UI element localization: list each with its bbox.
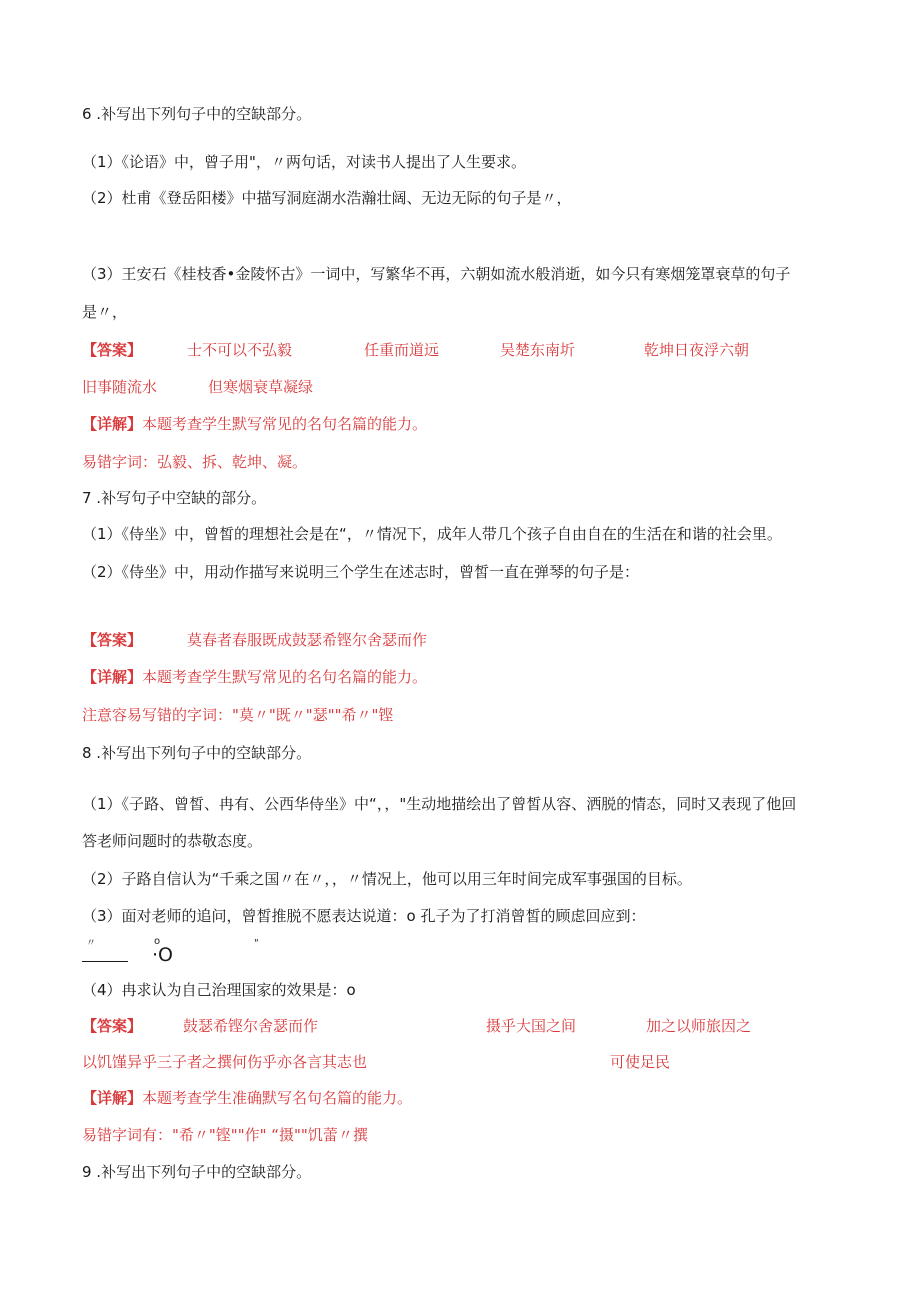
q6-sub1: （1）《论语》中，曾子用"，〃两句话，对读书人提出了人生要求。 xyxy=(82,153,526,171)
q7-detail-tag: 【详解】 xyxy=(82,668,143,686)
q6-note: 易错字词：弘毅、拆、乾坤、凝。 xyxy=(82,453,308,471)
q8-detail xyxy=(82,1088,412,1108)
q8-title: 8 .补写出下列句子中的空缺部分。 xyxy=(82,744,312,762)
q8-sub1-line2: 答老师问题时的恭敬态度。 xyxy=(82,832,263,850)
q7-sub1: （1）《侍坐》中，曾皙的理想社会是在“，〃情况下，成年人带几个孩子自由自在的生活在和谐的社会里。 xyxy=(82,525,782,543)
q8-answer-tag: 【答案】 xyxy=(82,1017,143,1035)
q7-detail-text: 本题考查学生默写常见的名句名篇的能力。 xyxy=(142,668,428,686)
q6-detail-tag: 【详解】 xyxy=(82,415,143,433)
q8-answer-5: 可使足民 xyxy=(610,1053,671,1071)
q6-sub2: （2）杜甫《登岳阳楼》中描写洞庭湖水浩瀚壮阔、无边无际的句子是〃， xyxy=(82,189,572,207)
q8-sub3: （3）面对老师的追问，曾皙推脱不愿表达说道：o 孔子为了打消曾皙的顾虑回应到： xyxy=(82,907,646,925)
q8-sub1-line1: （1）《子路、曾皙、冉有、公西华侍坐》中“，，"生动地描绘出了曾皙从容、洒脱的情态，同时又表现了他回 xyxy=(82,795,797,813)
q9-title: 9 .补写出下列句子中的空缺部分。 xyxy=(82,1163,312,1181)
q8-detail-tag: 【详解】 xyxy=(82,1089,143,1107)
q6-title: 6 .补写出下列句子中的空缺部分。 xyxy=(82,105,312,123)
q8-sub3-mark-2: o xyxy=(154,936,161,947)
q8-answer-1: 鼓瑟希铿尔舍瑟而作 xyxy=(183,1017,319,1035)
q8-sub4: （4）冉求认为自己治理国家的效果是：o xyxy=(82,981,356,999)
q8-answer-3: 加之以师旅因之 xyxy=(646,1017,752,1035)
q6-answer-2: 任重而道远 xyxy=(364,341,440,359)
q6-answer-6: 但寒烟衰草凝绿 xyxy=(208,378,314,396)
q7-answer-tag: 【答案】 xyxy=(82,631,143,649)
q7-answer: 莫春者春服既成鼓瑟希铿尔舍瑟而作 xyxy=(187,631,428,649)
q6-detail-text: 本题考查学生默写常见的名句名篇的能力。 xyxy=(142,415,428,433)
q8-sub3-blank-line xyxy=(82,961,128,962)
q7-sub2: （2）《侍坐》中，用动作描写来说明三个学生在述志时，曾皙一直在弹琴的句子是： xyxy=(82,563,640,581)
q8-detail-text: 本题考查学生准确默写名句名篇的能力。 xyxy=(142,1089,413,1107)
q6-sub3-line1: （3）王安石《桂枝香•金陵怀古》一词中，写繁华不再，六朝如流水般消逝，如今只有寒烟笼罩衰草的句子 xyxy=(82,265,791,283)
q8-sub3-mark-1: 〃 xyxy=(86,938,96,949)
q6-answer-3: 吴楚东南圻 xyxy=(500,341,576,359)
q7-title: 7 .补写句子中空缺的部分。 xyxy=(82,489,267,507)
q8-note: 易错字词有："希〃"铿""作" “摄""饥蕾〃撰 xyxy=(82,1126,368,1144)
q7-note: 注意容易写错的字词："莫〃"既〃"瑟""希〃"铿 xyxy=(82,706,394,724)
q6-answer-tag: 【答案】 xyxy=(82,341,143,359)
q8-sub3-mark-3: " xyxy=(254,938,259,949)
q8-sub3-o: ·O xyxy=(152,944,173,966)
q6-answer-5: 旧事随流水 xyxy=(82,378,158,396)
q6-answer-4: 乾坤日夜浮六朝 xyxy=(644,341,750,359)
q6-detail xyxy=(82,414,427,434)
q7-detail xyxy=(82,667,427,687)
q8-answer-2: 摄乎大国之间 xyxy=(486,1017,577,1035)
q8-sub2: （2）子路自信认为“千乘之国〃在〃，，〃情况上，他可以用三年时间完成军事强国的目标。 xyxy=(82,870,692,888)
q8-answer-4: 以饥馑异乎三子者之撰何伤乎亦各言其志也 xyxy=(82,1053,368,1071)
q6-answer-1: 士不可以不弘毅 xyxy=(187,341,293,359)
q6-sub3-line2: 是〃， xyxy=(82,303,128,321)
